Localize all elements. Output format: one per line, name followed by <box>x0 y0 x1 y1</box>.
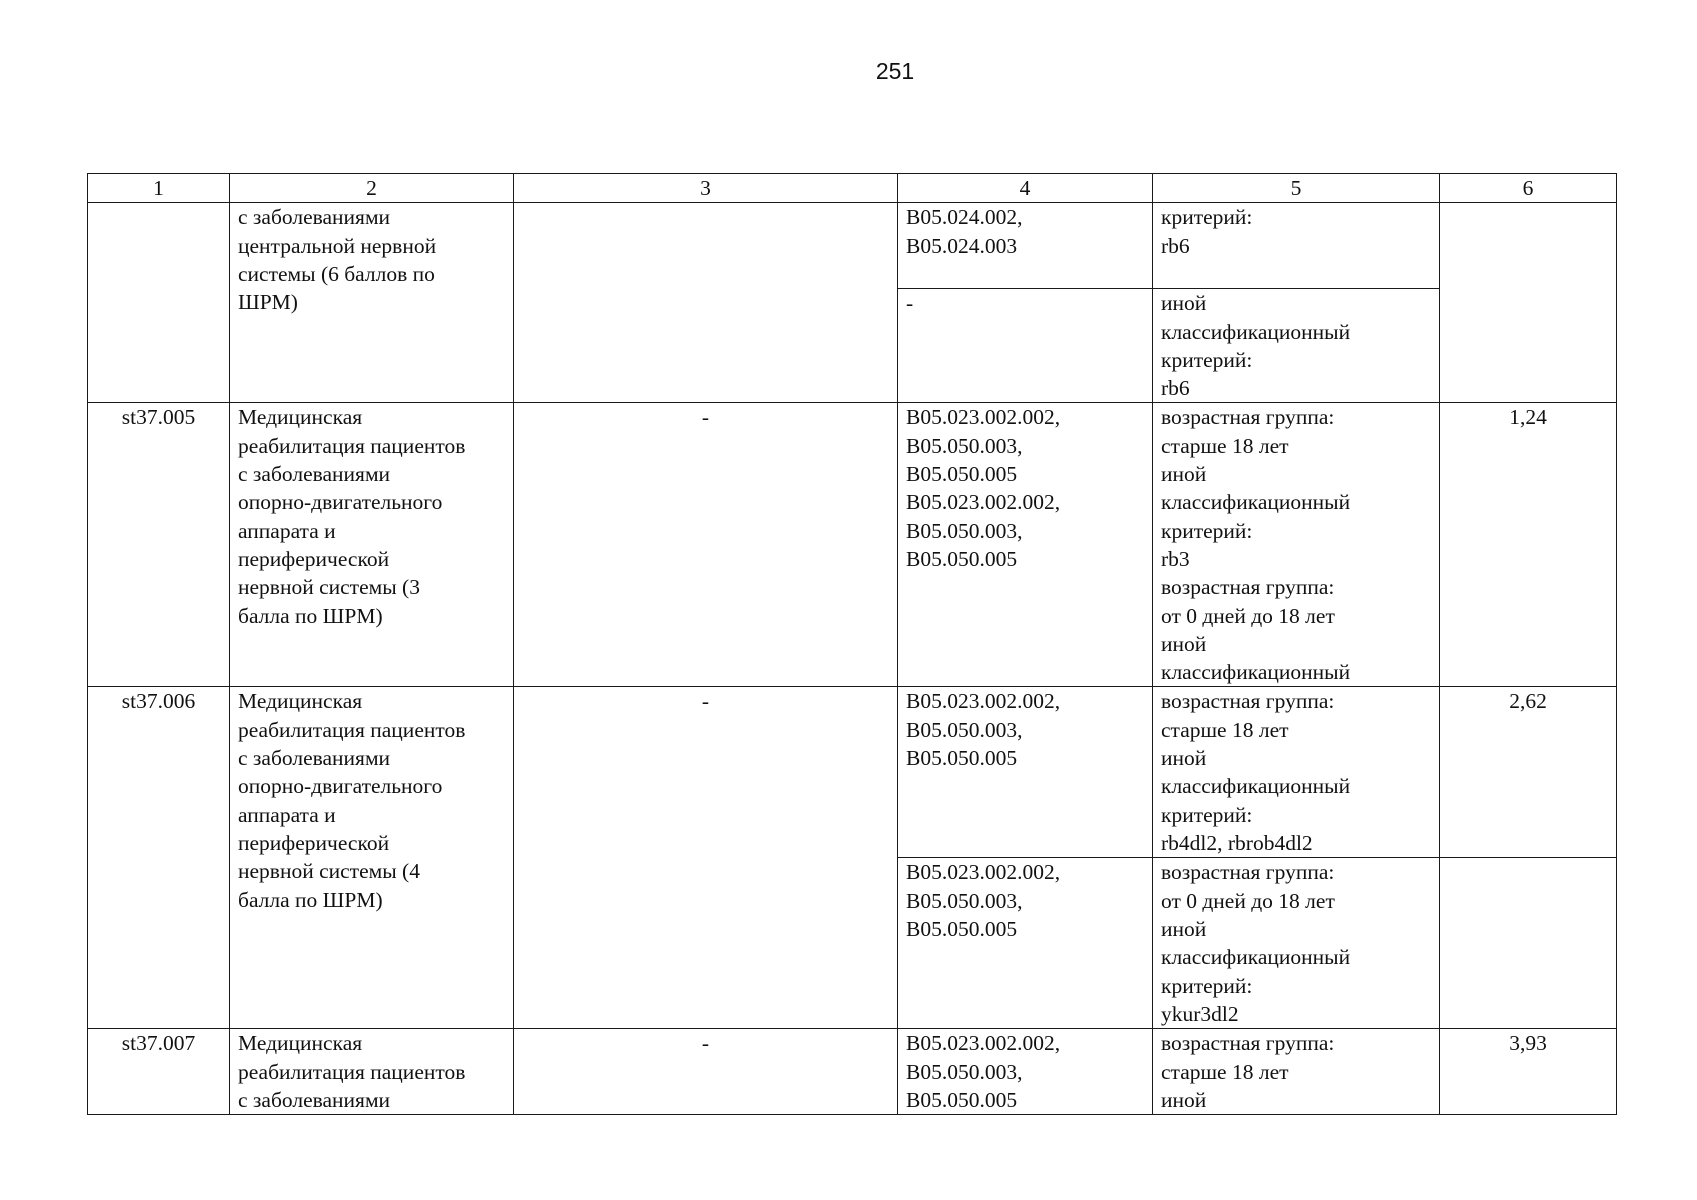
code-cell: st37.007 <box>88 1029 230 1115</box>
coefficient-cell: 3,93 <box>1440 1029 1617 1115</box>
col3-cell <box>514 203 898 403</box>
services-cell: B05.024.002, B05.024.003 <box>898 203 1153 289</box>
table-row <box>88 203 1617 289</box>
name-cell: Медицинская реабилитация пациентов с заболеваниями опорно-двигательного аппарата и периферической нервной системы (3 балла по ШРМ) <box>230 403 514 687</box>
page-number: 251 <box>875 58 915 84</box>
services-cell: - <box>898 289 1153 403</box>
coefficient-cell: 1,24 <box>1440 403 1617 687</box>
column-header: 5 <box>1153 174 1440 203</box>
col3-cell: - <box>514 403 898 687</box>
services-cell: B05.023.002.002, B05.050.003, B05.050.005 <box>898 1029 1153 1115</box>
table-row <box>88 403 1617 687</box>
column-header: 2 <box>230 174 514 203</box>
column-header: 3 <box>514 174 898 203</box>
services-cell: B05.023.002.002, B05.050.003, B05.050.005 <box>898 858 1153 1029</box>
coefficient-cell: 2,62 <box>1440 687 1617 858</box>
column-header: 6 <box>1440 174 1617 203</box>
table-row <box>88 1029 1617 1115</box>
criteria-cell: возрастная группа: старше 18 лет иной классификационный критерий: rb3 возрастная группа: от 0 дней до 18 лет иной классификационный <box>1153 403 1440 687</box>
criteria-cell: иной классификационный критерий: rb6 <box>1153 289 1440 403</box>
code-cell: st37.006 <box>88 687 230 1029</box>
criteria-cell: критерий: rb6 <box>1153 203 1440 289</box>
name-cell: Медицинская реабилитация пациентов с заболеваниями опорно-двигательного аппарата и периферической нервной системы (4 балла по ШРМ) <box>230 687 514 1029</box>
name-cell: с заболеваниями центральной нервной системы (6 баллов по ШРМ) <box>230 203 514 403</box>
criteria-cell: возрастная группа: старше 18 лет иной классификационный критерий: rb4dl2, rbrob4dl2 <box>1153 687 1440 858</box>
code-cell <box>88 203 230 403</box>
criteria-cell: возрастная группа: старше 18 лет иной <box>1153 1029 1440 1115</box>
services-cell: B05.023.002.002, B05.050.003, B05.050.005 B05.023.002.002, B05.050.003, B05.050.005 <box>898 403 1153 687</box>
table-row <box>88 687 1617 858</box>
column-header: 1 <box>88 174 230 203</box>
name-cell: Медицинская реабилитация пациентов с заболеваниями <box>230 1029 514 1115</box>
coefficient-cell-empty <box>1440 858 1617 1029</box>
criteria-cell: возрастная группа: от 0 дней до 18 лет иной классификационный критерий: ykur3dl2 <box>1153 858 1440 1029</box>
column-header: 4 <box>898 174 1153 203</box>
tariff-table <box>87 173 1617 1115</box>
services-cell: B05.023.002.002, B05.050.003, B05.050.005 <box>898 687 1153 858</box>
col3-cell: - <box>514 687 898 1029</box>
coefficient-cell <box>1440 203 1617 403</box>
table-header-row <box>88 174 1617 203</box>
col3-cell: - <box>514 1029 898 1115</box>
code-cell: st37.005 <box>88 403 230 687</box>
